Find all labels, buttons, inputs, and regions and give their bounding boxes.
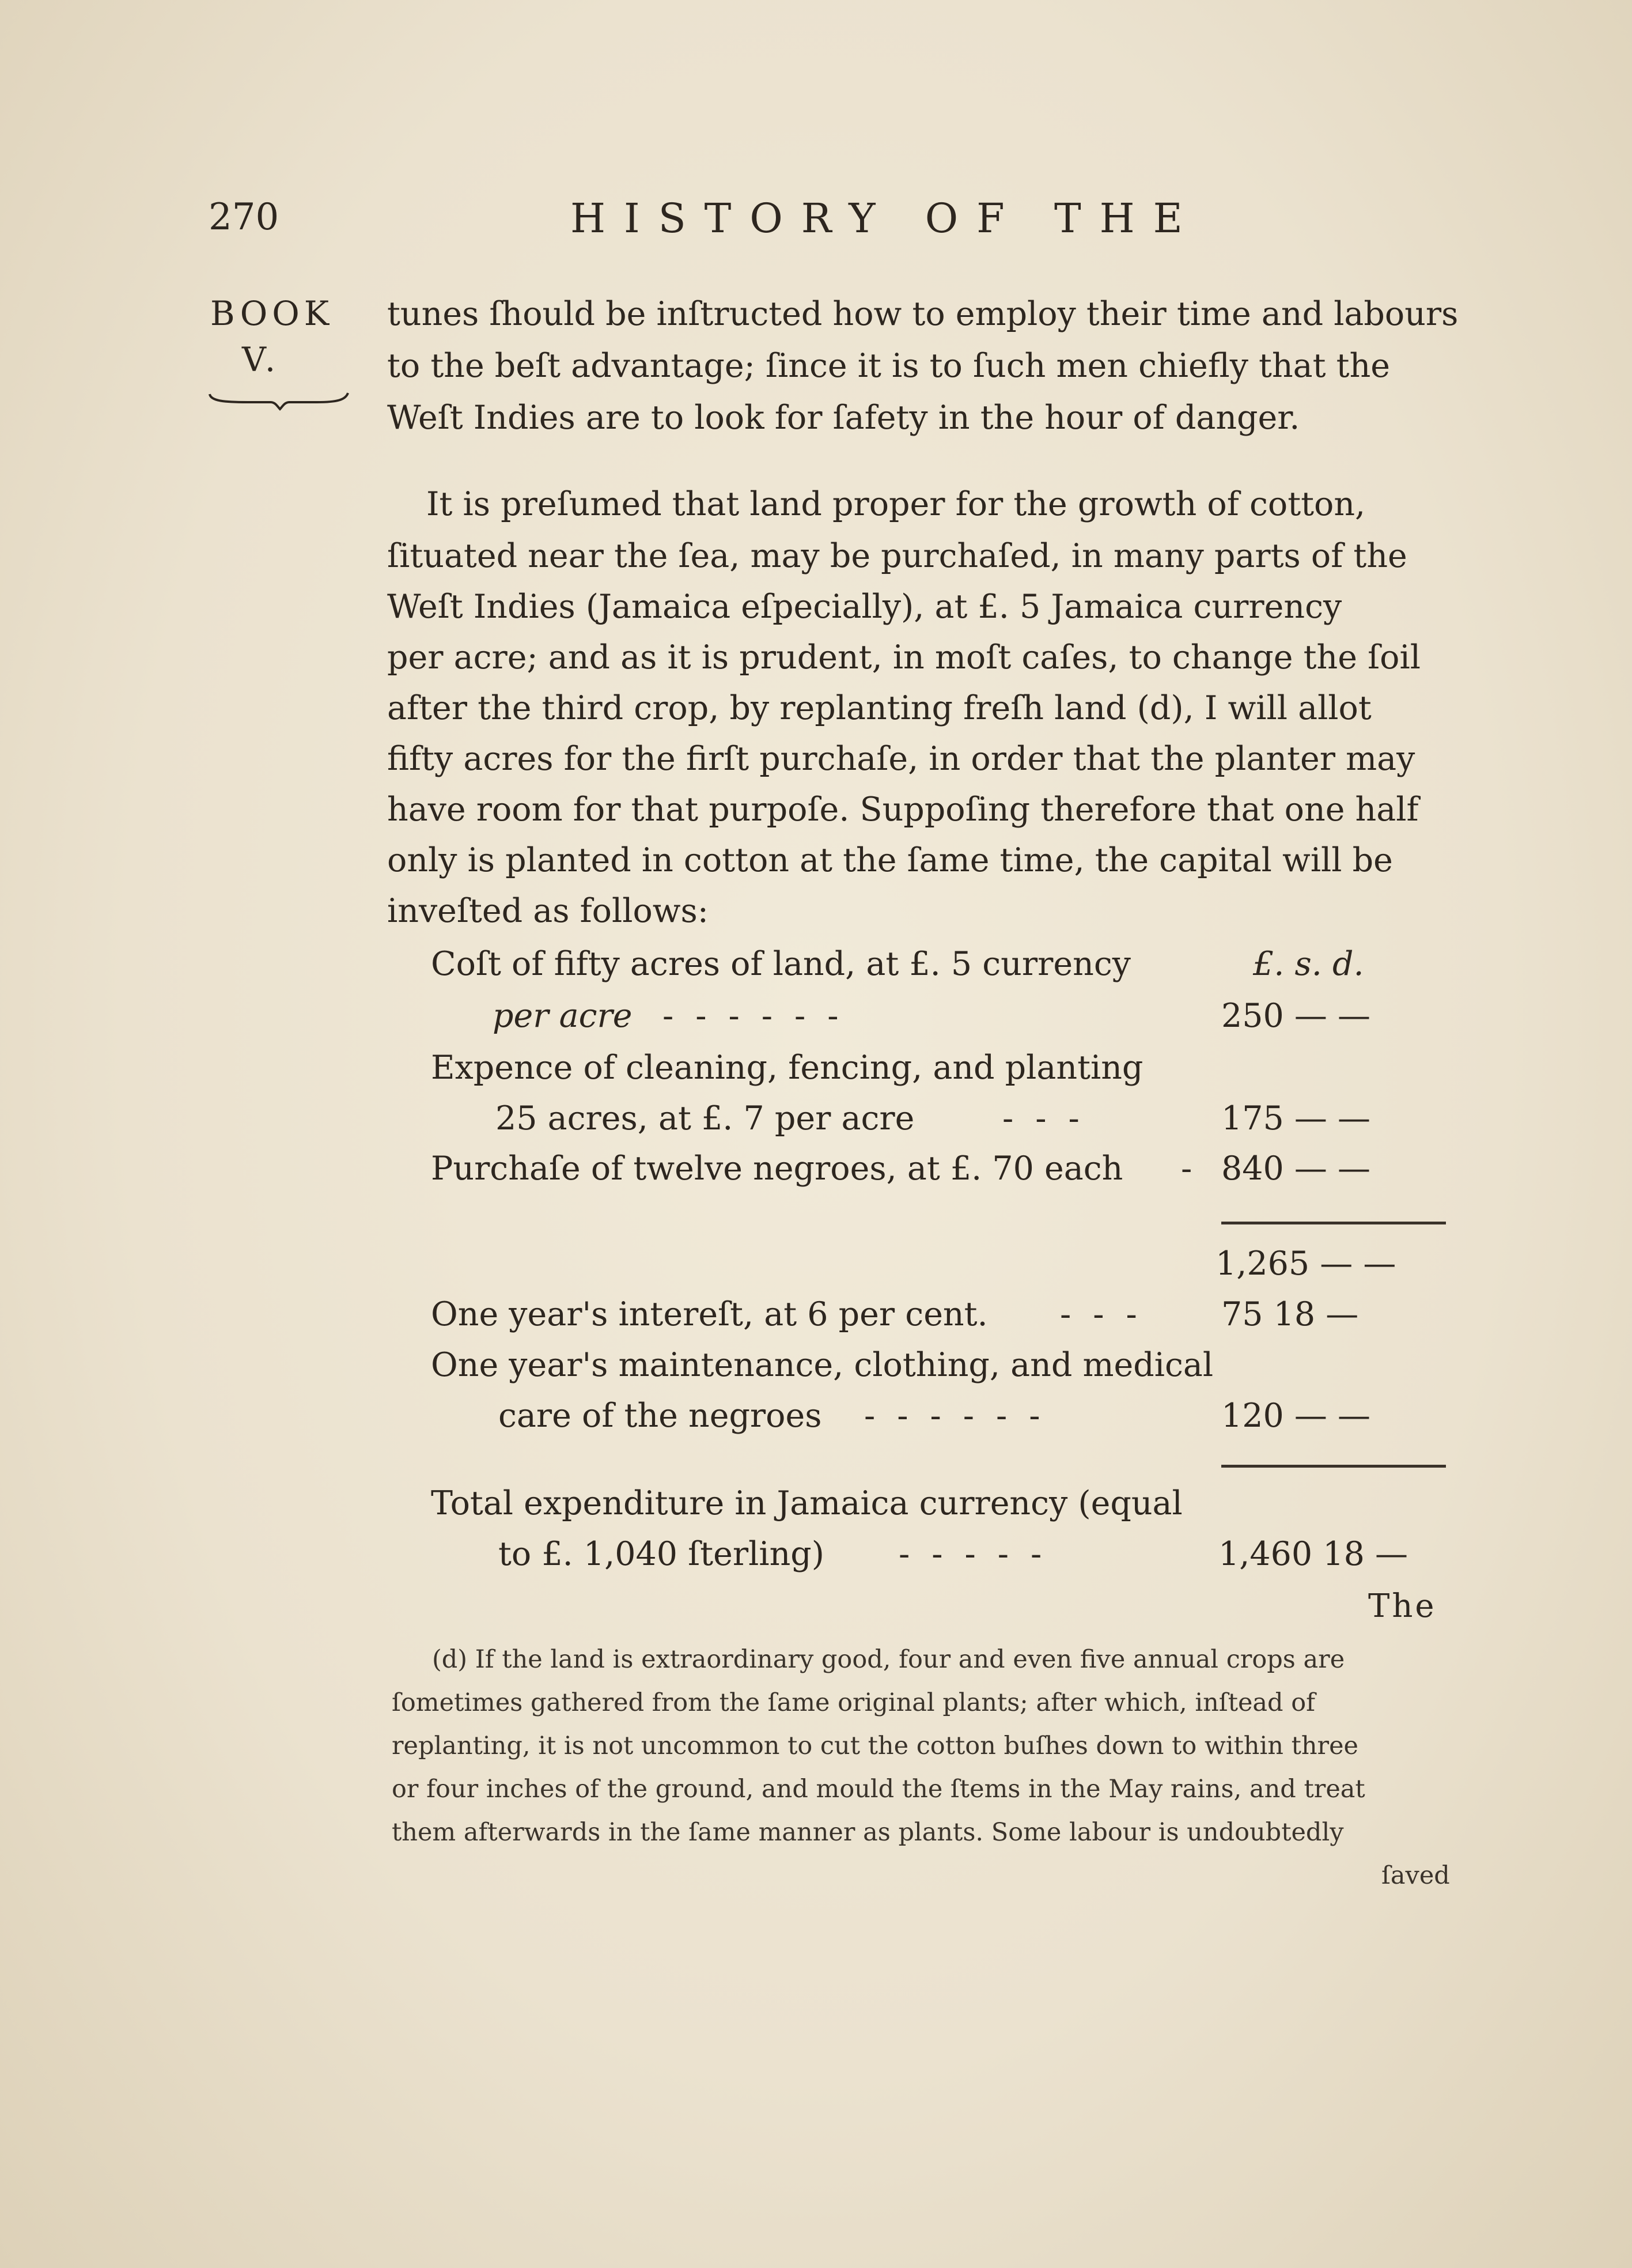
body-line: Weſt Indies (Jamaica eſpecially), at £. 5 Jamaica currency bbox=[387, 588, 1342, 626]
table-leader: --- bbox=[1002, 1099, 1101, 1137]
table-row-label: Purchaſe of twelve negroes, at £. 70 each bbox=[431, 1150, 1123, 1188]
body-line: per acre; and as it is prudent, in moſt caſes, to change the ſoil bbox=[387, 638, 1421, 676]
margin-brace-ornament bbox=[207, 391, 351, 414]
table-row-label: per acre bbox=[493, 997, 633, 1035]
table-column-header: £. s. d. bbox=[1253, 945, 1364, 983]
margin-volume: V. bbox=[242, 340, 281, 379]
table-total-amount: 1,460 18 — bbox=[1218, 1535, 1408, 1573]
footnote-catchword: ſaved bbox=[1381, 1861, 1450, 1890]
footnote-line: replanting, it is not uncommon to cut the cotton buſhes down to within three bbox=[392, 1732, 1359, 1760]
table-amount: 250 — — bbox=[1221, 997, 1371, 1035]
table-amount: 840 — — bbox=[1221, 1150, 1371, 1188]
body-line: to the beſt advantage; ſince it is to ſuch men chiefly that the bbox=[387, 347, 1391, 385]
body-line: Weſt Indies are to look for ſafety in the hour of danger. bbox=[387, 399, 1300, 437]
body-line: have room for that purpoſe. Suppoſing therefore that one half bbox=[387, 791, 1419, 829]
table-leader: - bbox=[1181, 1150, 1214, 1188]
table-subtotal: 1,265 — — bbox=[1216, 1245, 1396, 1283]
body-line: only is planted in cotton at the ſame time, the capital will be bbox=[387, 841, 1393, 879]
table-row-label: 25 acres, at £. 7 per acre bbox=[495, 1099, 915, 1137]
table-rule bbox=[1221, 1465, 1446, 1468]
footnote-line: (d) If the land is extraordinary good, four and even five annual crops are bbox=[432, 1645, 1345, 1674]
page-number: 270 bbox=[209, 196, 279, 239]
margin-book: BOOK bbox=[210, 294, 334, 333]
table-row-label: Expence of cleaning, fencing, and planting bbox=[431, 1049, 1143, 1087]
body-line: It is preſumed that land proper for the growth of cotton, bbox=[426, 485, 1366, 523]
running-title: HISTORY OF THE bbox=[570, 195, 1201, 242]
table-total-label: Total expenditure in Jamaica currency (equal bbox=[431, 1484, 1183, 1522]
body-line: tunes ſhould be inſtructed how to employ their time and labours bbox=[387, 295, 1459, 333]
body-line: fifty acres for the firſt purchaſe, in order that the planter may bbox=[387, 740, 1415, 778]
table-row-label: Coſt of fifty acres of land, at £. 5 currency bbox=[431, 945, 1131, 983]
body-line: after the third crop, by replanting freſh land (d), I will allot bbox=[387, 689, 1372, 727]
catchword: The bbox=[1368, 1587, 1437, 1625]
table-amount: 175 — — bbox=[1221, 1099, 1371, 1137]
body-line: inveſted as follows: bbox=[387, 892, 709, 930]
table-total-label: to £. 1,040 ſterling) bbox=[498, 1535, 825, 1573]
table-amount: 120 — — bbox=[1221, 1397, 1371, 1435]
table-leader: ------ bbox=[864, 1397, 1062, 1435]
table-leader: --- bbox=[1060, 1295, 1159, 1333]
table-rule bbox=[1221, 1222, 1446, 1224]
table-amount: 75 18 — bbox=[1221, 1295, 1359, 1333]
footnote-line: them afterwards in the ſame manner as plants. Some labour is undoubtedly bbox=[392, 1818, 1344, 1847]
footnote-line: ſometimes gathered from the ſame original plants; after which, inſtead of bbox=[392, 1688, 1316, 1717]
table-leader: ------ bbox=[662, 997, 861, 1035]
table-leader: ----- bbox=[899, 1535, 1064, 1573]
body-line: ſituated near the ſea, may be purchaſed, in many parts of the bbox=[387, 537, 1407, 575]
table-row-label: One year's maintenance, clothing, and medical bbox=[431, 1346, 1214, 1384]
table-row-label: care of the negroes bbox=[498, 1397, 822, 1435]
table-row-label: One year's intereſt, at 6 per cent. bbox=[431, 1295, 988, 1333]
footnote-line: or four inches of the ground, and mould the ſtems in the May rains, and treat bbox=[392, 1775, 1365, 1804]
